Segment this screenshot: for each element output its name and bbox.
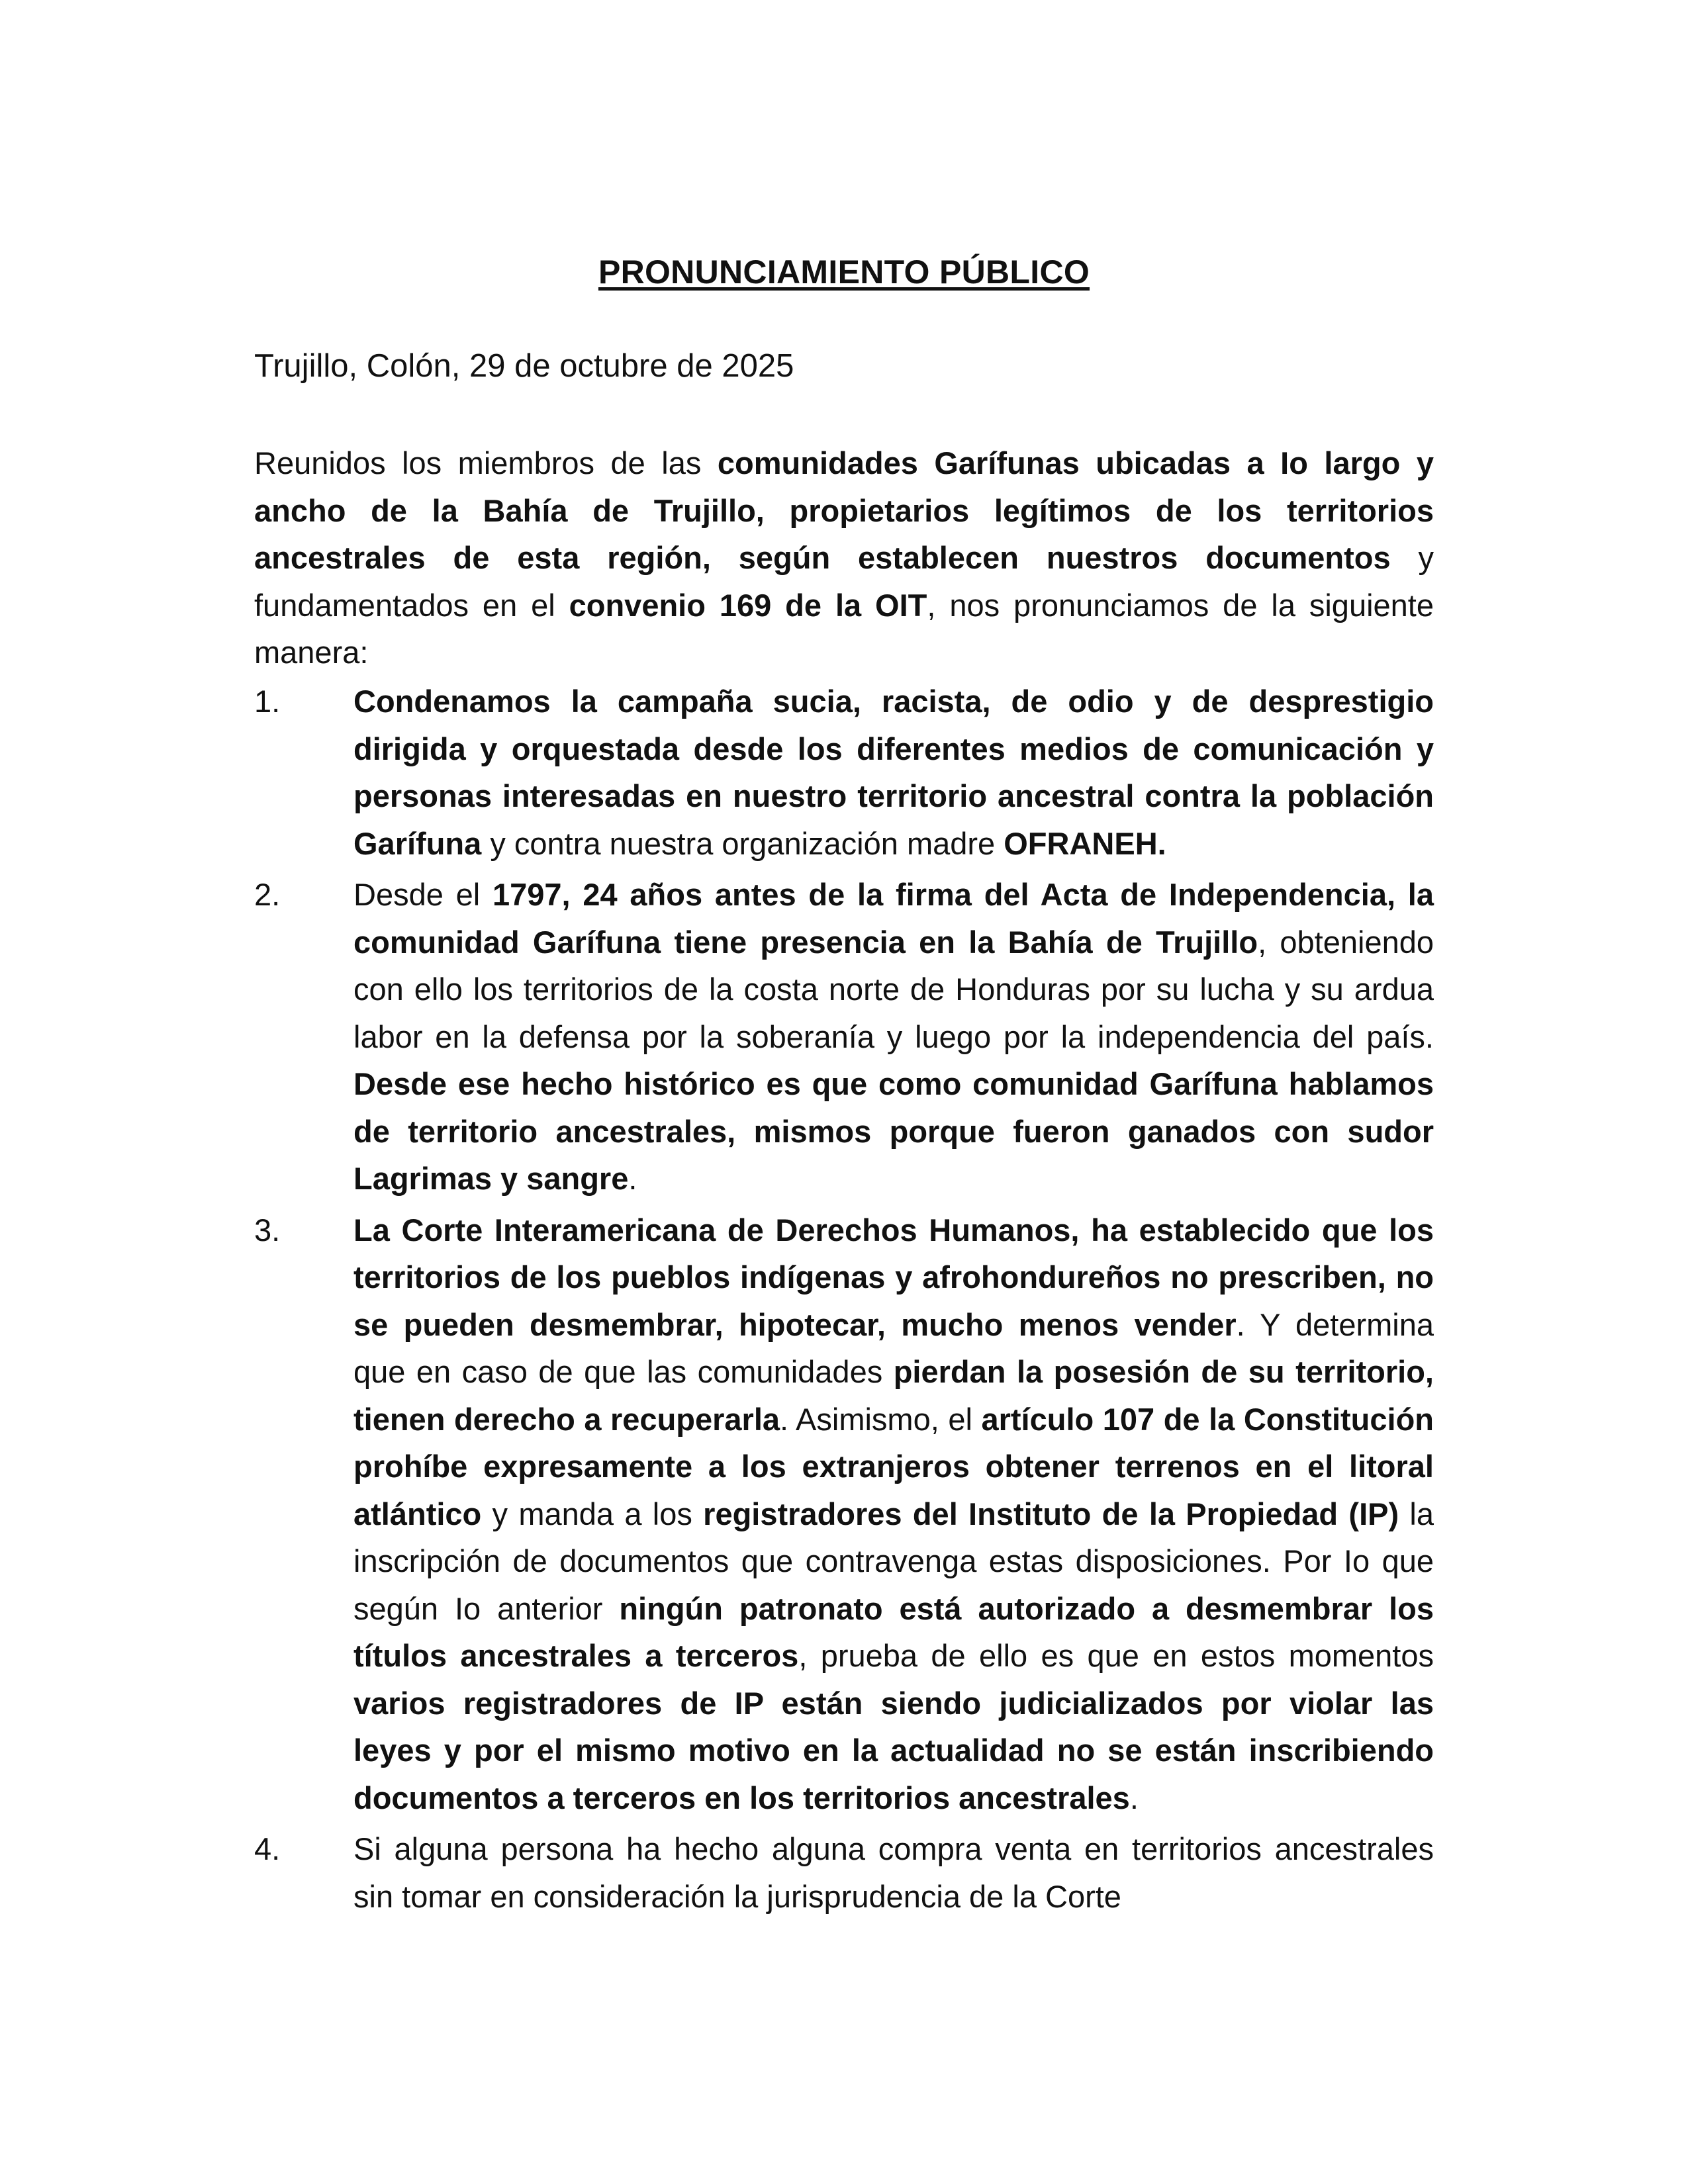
item-bold-text: pierdan la posesión de su territorio, tienen derecho a recuperarla: [353, 1354, 1434, 1437]
item-bold-text: registradores del Instituto de la Propiedad (IP): [703, 1496, 1399, 1531]
item-text-run: . Asimismo, el: [780, 1401, 982, 1437]
dateline: Trujillo, Colón, 29 de octubre de 2025: [254, 348, 794, 384]
list-item-text: [353, 1825, 1434, 1920]
item-text-run: .: [628, 1161, 637, 1196]
list-item-number: 1.: [254, 684, 281, 719]
item-text-run: . Y determina que en caso de que las comunidades: [353, 1306, 1434, 1389]
item-text-run: .: [1129, 1780, 1139, 1815]
intro-bold-text: convenio 169 de la OIT: [569, 587, 927, 623]
list-item-text: [353, 1206, 1434, 1822]
item-bold-text: La Corte Interamericana de Derechos Humanos, ha establecido que los territorios de los pueblos indígenas y afrohondureños no prescriben, no se pueden desmembrar, hipotecar, mucho menos vender: [353, 1212, 1434, 1342]
item-bold-text: Condenamos la campaña sucia, racista, de odio y de desprestigio dirigida y orquestada desde los diferentes medios de comunicación y personas interesadas en nuestro territorio ancestral contra la población Garífuna: [353, 684, 1434, 861]
intro-text: Reunidos los miembros de las: [254, 445, 718, 480]
list-item-number: 2.: [254, 877, 281, 912]
intro-bold-text: comunidades Garífunas ubicadas a Io largo y ancho de la Bahía de Trujillo, propietarios legítimos de los territorios ancestrales de esta región, según establecen nuestros documentos: [254, 445, 1434, 575]
list-item: [254, 678, 1434, 867]
list-item: [254, 1825, 1434, 1920]
item-bold-text: artículo 107 de la Constitución prohíbe expresamente a los extranjeros obtener terrenos en el litoral atlántico: [353, 1401, 1434, 1531]
item-text-run: Si alguna persona ha hecho alguna compra venta en territorios ancestrales sin tomar en consideración la jurisprudencia de la Corte: [353, 1831, 1434, 1914]
item-bold-text: varios registradores de IP están siendo judicializados por violar las leyes y por el mismo motivo en la actualidad no se están inscribiendo documentos a terceros en los territorios ancestrales: [353, 1685, 1434, 1815]
intro-text: , nos pronunciamos de la siguiente manera:: [254, 587, 1434, 670]
list-item-number: 3.: [254, 1212, 281, 1248]
intro-text: y fundamentados en el: [254, 540, 1434, 623]
list-item-number: 4.: [254, 1831, 281, 1866]
item-text-run: y manda a los: [481, 1496, 704, 1531]
numbered-list: [254, 678, 1434, 1924]
item-bold-text: 1797, 24 años antes de la firma del Acta de Independencia, la comunidad Garífuna tiene presencia en la Bahía de Trujillo: [353, 877, 1434, 960]
item-bold-text: OFRANEH.: [1004, 825, 1166, 861]
item-bold-text: Desde ese hecho histórico es que como comunidad Garífuna hablamos de territorio ancestrales, mismos porque fueron ganados con sudor Lagrimas y sangre: [353, 1066, 1434, 1196]
list-item-text: [353, 871, 1434, 1203]
list-item: [254, 1206, 1434, 1822]
item-bold-text: ningún patronato está autorizado a desmembrar los títulos ancestrales a terceros: [353, 1590, 1434, 1673]
item-text-run: Desde el: [353, 877, 492, 912]
item-text-run: la inscripción de documentos que contravenga estas disposiciones. Por Io que según Io anterior: [353, 1496, 1434, 1626]
list-item: [254, 871, 1434, 1203]
intro-paragraph: [254, 439, 1434, 676]
item-text-run: , prueba de ello es que en estos momentos: [798, 1638, 1434, 1673]
item-text-run: y contra nuestra organización madre: [481, 825, 1004, 861]
document-title: PRONUNCIAMIENTO PÚBLICO: [598, 253, 1090, 291]
item-text-run: , obteniendo con ello los territorios de la costa norte de Honduras por su lucha y su ardua labor en la defensa por la soberanía y luego por la independencia del país.: [353, 924, 1434, 1054]
list-item-text: [353, 678, 1434, 867]
